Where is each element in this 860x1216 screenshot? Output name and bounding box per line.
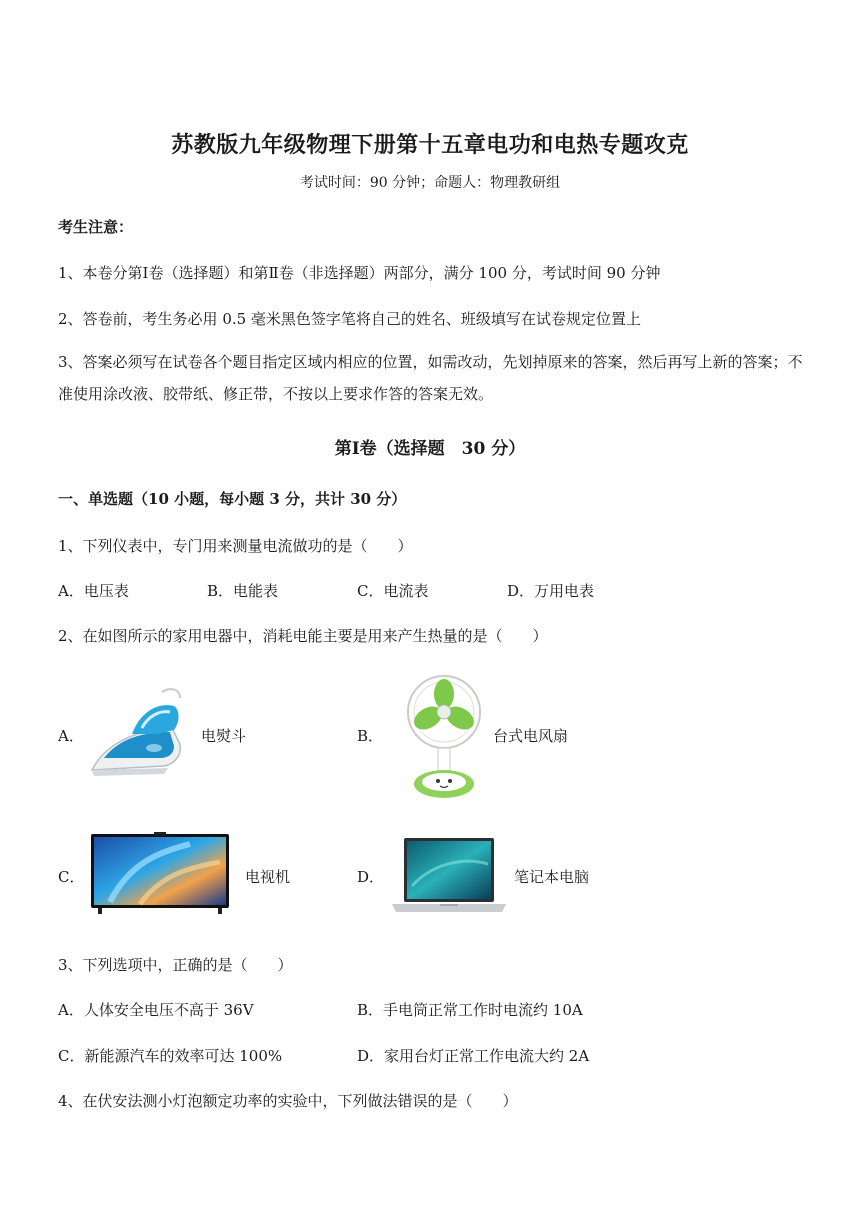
question-2-option-d-letter: D． — [357, 868, 385, 886]
question-1-option-d: D．万用电表 — [507, 582, 595, 600]
electric-iron-icon — [84, 684, 190, 782]
part-heading: 一、单选题（10 小题，每小题 3 分，共计 30 分） — [58, 490, 407, 508]
question-1-option-b: B．电能表 — [207, 582, 279, 600]
question-1-option-a: A．电压表 — [58, 582, 129, 600]
notice-item-2: 2、答卷前，考生务必用 0.5 毫米黑色签字笔将自己的姓名、班级填写在试卷规定位置上 — [58, 310, 641, 328]
question-1-option-c: C．电流表 — [357, 582, 429, 600]
question-3-option-d: D．家用台灯正常工作电流大约 2A — [357, 1047, 590, 1065]
question-3-option-a: A．人体安全电压不高于 36V — [58, 1001, 254, 1019]
question-2-stem: 2、在如图所示的家用电器中，消耗电能主要是用来产生热量的是（ ） — [58, 627, 548, 645]
television-icon — [90, 832, 230, 916]
question-2-option-c-letter: C． — [58, 868, 85, 886]
page-title: 苏教版九年级物理下册第十五章电功和电热专题攻克 — [171, 132, 689, 158]
question-3-option-b: B．手电筒正常工作时电流约 10A — [357, 1001, 583, 1019]
question-4-stem: 4、在伏安法测小灯泡额定功率的实验中，下列做法错误的是（ ） — [58, 1092, 518, 1110]
question-2-option-c-caption: 电视机 — [245, 868, 291, 886]
section-title: 第Ⅰ卷（选择题 30 分） — [334, 439, 526, 459]
question-3-option-c: C．新能源汽车的效率可达 100% — [58, 1047, 283, 1065]
notice-item-1: 1、本卷分第Ⅰ卷（选择题）和第Ⅱ卷（非选择题）两部分，满分 100 分，考试时间 90 分钟 — [58, 264, 661, 282]
notice-item-3: 3、答案必须写在试卷各个题目指定区域内相应的位置，如需改动，先划掉原来的答案，然后再写上新的答案；不准使用涂改液、胶带纸、修正带，不按以上要求作答的答案无效。 — [58, 353, 803, 403]
exam-info: 考试时间：90 分钟；命题人：物理教研组 — [299, 175, 561, 191]
desk-fan-icon — [402, 672, 488, 802]
question-2-option-a-letter: A． — [58, 727, 84, 745]
notice-heading: 考生注意： — [58, 218, 134, 236]
question-2-option-d-caption: 笔记本电脑 — [514, 868, 590, 886]
laptop-icon — [390, 836, 508, 916]
question-3-stem: 3、下列选项中，正确的是（ ） — [58, 956, 293, 974]
question-2-option-b-caption: 台式电风扇 — [493, 727, 569, 745]
question-2-option-a-caption: 电熨斗 — [201, 727, 247, 745]
question-1-stem: 1、下列仪表中，专门用来测量电流做功的是（ ） — [58, 537, 413, 555]
question-2-option-b-letter: B． — [357, 727, 384, 745]
